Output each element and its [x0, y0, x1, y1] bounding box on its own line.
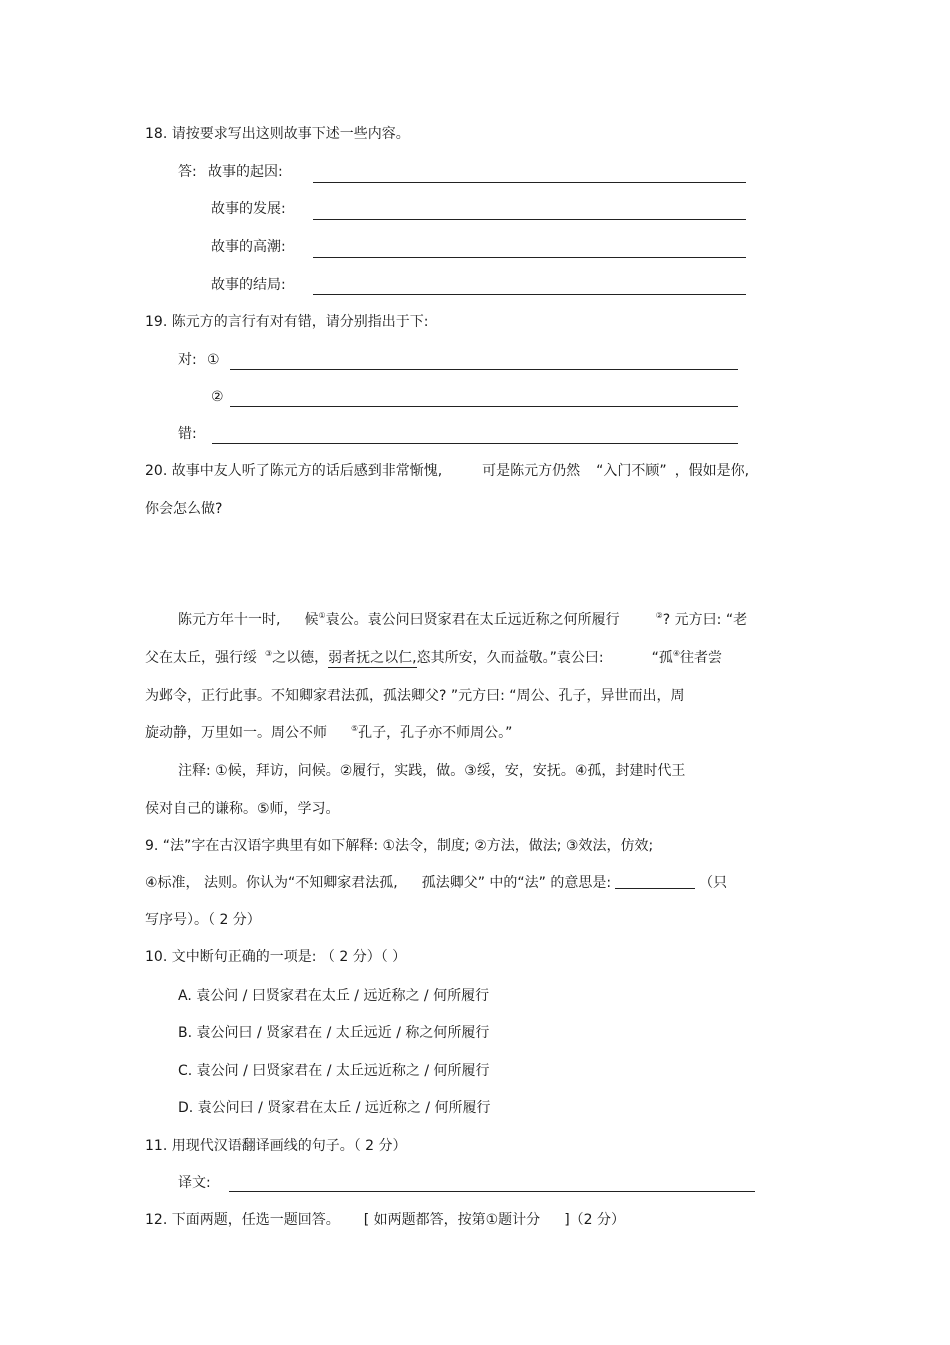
q18-label-cause: 故事的起因: — [208, 164, 283, 180]
q9-line1: 9. “法”字在古汉语字典里有如下解释: ①法令，制度; ②方法，做法; ③效法，仿效; — [145, 838, 654, 854]
q19-right-label: 对: — [178, 352, 197, 368]
passage-line-1 — [178, 611, 747, 629]
q9-line3: 写序号）。（ 2 分） — [145, 912, 261, 928]
q18-label-development: 故事的发展: — [211, 201, 286, 217]
notes-line-1: 注释: ①候，拜访，问候。②履行，实践，做。③绥，安，安抚。④孤，封建时代王 — [178, 763, 686, 779]
q10-option-a[interactable]: A. 袁公问 / 曰贤家君在太丘 / 远近称之 / 何所履行 — [178, 988, 490, 1004]
q18-ending-answer-line[interactable] — [313, 294, 746, 295]
q20-line2: 你会怎么做? — [145, 501, 223, 517]
passage-text: 往者尝 — [680, 650, 723, 666]
passage-text: 之以德， — [272, 650, 329, 666]
q11-title: 11. 用现代汉语翻译画线的句子。（ 2 分） — [145, 1138, 407, 1154]
q18-label-ending: 故事的结局: — [211, 277, 286, 293]
footnote-mark-5: ⑤ — [351, 724, 359, 733]
passage-text: ? 元方曰: “老 — [662, 612, 748, 628]
q18-development-answer-line[interactable] — [313, 219, 746, 220]
q18-title: 18. 请按要求写出这则故事下述一些内容。 — [145, 126, 410, 142]
passage-line-2 — [145, 649, 722, 667]
q19-wrong-answer-line[interactable] — [212, 443, 738, 444]
q20-text-a: 20. 故事中友人听了陈元方的话后感到非常惭愧, — [145, 463, 443, 479]
passage-line-4 — [145, 724, 512, 742]
footnote-mark-4: ④ — [672, 649, 681, 658]
q12-text: [ 如两题都答，按第①题计分 — [363, 1212, 541, 1228]
passage-text: 父在太丘，强行绥 — [145, 650, 257, 666]
q12-text: 12. 下面两题，任选一题回答。 — [145, 1212, 340, 1228]
q19-wrong-label: 错: — [178, 426, 197, 442]
q9-line2 — [145, 874, 727, 892]
q10-title: 10. 文中断句正确的一项是: （ 2 分）（ ） — [145, 949, 407, 965]
passage-line-3: 为邺令，正行此事。不知卿家君法孤，孤法卿父? ”元方曰: “周公、孔子，异世而出，周 — [145, 688, 685, 704]
passage-text: 袁公。袁公问曰贤家君在太丘远近称之何所履行 — [325, 612, 620, 628]
passage-text: 陈元方年十一时, — [178, 612, 281, 628]
q9-text: ④标准， 法则。你认为“不知卿家君法孤, — [145, 875, 398, 891]
q9-answer-blank[interactable] — [615, 876, 695, 889]
q19-right-answer-line-2[interactable] — [230, 406, 738, 407]
q12-text: ]（2 分） — [564, 1212, 626, 1228]
q20-line1 — [145, 462, 749, 480]
footnote-mark-1: ① — [318, 611, 326, 620]
q19-mark-1: ① — [207, 352, 220, 368]
q18-label-climax: 故事的高潮: — [211, 239, 286, 255]
passage-text: 恣其所安，久而益敬。”袁公曰: — [416, 650, 604, 666]
q9-text: （只 — [699, 875, 728, 891]
passage-text: 孔子，孔子亦不师周公。” — [358, 725, 513, 741]
q18-cause-answer-line[interactable] — [313, 182, 746, 183]
underlined-sentence: 弱者抚之以仁, — [328, 650, 417, 666]
footnote-mark-2: ② — [655, 611, 663, 620]
q19-title: 19. 陈元方的言行有对有错，请分别指出于下: — [145, 314, 429, 330]
q19-mark-2: ② — [211, 389, 224, 405]
q12-title — [145, 1211, 625, 1229]
q20-text-c: “入门不顾” — [596, 463, 667, 479]
q11-translation-label: 译文: — [178, 1175, 211, 1191]
q10-option-c[interactable]: C. 袁公问 / 曰贤家君在 / 太丘远近称之 / 何所履行 — [178, 1063, 490, 1079]
q9-text: 孤法卿父” 中的“法” 的意思是: — [421, 875, 612, 891]
passage-text: 候 — [304, 612, 319, 628]
q19-right-answer-line-1[interactable] — [230, 369, 738, 370]
footnote-mark-3: ③ — [265, 649, 273, 658]
q10-option-b[interactable]: B. 袁公问曰 / 贤家君在 / 太丘远近 / 称之何所履行 — [178, 1025, 490, 1041]
q10-option-d[interactable]: D. 袁公问曰 / 贤家君在太丘 / 远近称之 / 何所履行 — [178, 1100, 491, 1116]
passage-text: 旋动静，万里如一。周公不师 — [145, 725, 327, 741]
q18-climax-answer-line[interactable] — [313, 257, 746, 258]
q11-translation-answer-line[interactable] — [229, 1191, 755, 1192]
q18-answer-prefix: 答: — [178, 164, 197, 180]
q20-text-b: 可是陈元方仍然 — [482, 463, 581, 479]
passage-text: “孤 — [651, 650, 673, 666]
notes-line-2: 侯对自己的谦称。⑤师，学习。 — [145, 801, 340, 817]
q20-text-d: ，假如是你, — [674, 463, 750, 479]
